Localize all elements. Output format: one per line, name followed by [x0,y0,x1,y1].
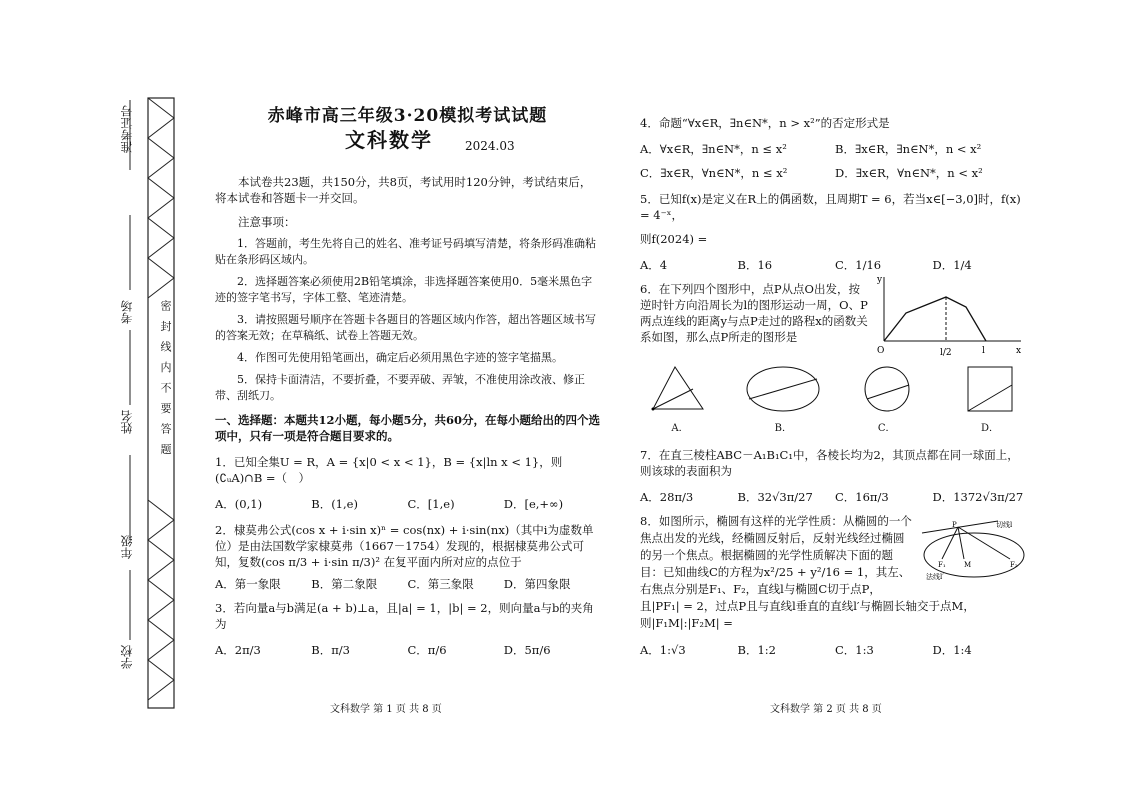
figure-a-label: A． [671,423,689,434]
option-a: A．∀x∈R，∃n∈N*，n ≤ x² [640,142,787,156]
option-d: D．5π/6 [503,643,551,657]
option-b: B．16 [737,258,773,272]
notice-item: 4．作图可先使用铅笔画出，确定后必须用黑色字迹的签字笔描黑。 [237,351,563,364]
point-p-label: P [952,521,957,529]
option-c: C．16π/3 [835,490,889,504]
question-6: 6．在下列四个图形中，点P从点O出发，按逆时针方向沿周长为l的图形运动一周，O、P两点连线的距离y与点P走过的路程x的函数关系如图，那么点P所走的图形是 [640,282,868,344]
question-7: 7．在直三棱柱ABC－A₁B₁C₁中，各棱长均为2，其顶点都在同一球面上，则该球的表面积为 [640,448,1019,478]
distance-graph [876,273,1026,361]
question-4: 4．命题“∀x∈R，∃n∈N*，n > x²”的否定形式是 [640,116,890,130]
seal-line-text: 密 封 线 内 不 要 答 题 [159,300,172,458]
option-b: B．第二象限 [311,577,378,591]
figure-b-label: B． [774,423,792,434]
exam-intro: 本试卷共23题，共150分，共8页，考试用时120分钟，考试结束后，将本试卷和答题卡一并交回。 [215,175,592,205]
footer-left: 文科数学 第 1 页 共 8 页 [330,704,442,715]
question-7-options [640,489,1030,505]
option-d: D．第四象限 [503,577,571,591]
question-4-options [640,141,1030,181]
question-5-line2: 则f(2024) = [640,232,708,246]
footer-right: 文科数学 第 2 页 共 8 页 [770,704,882,715]
option-d: D．1/4 [932,258,972,272]
section-heading: 一、选择题：本题共12小题，每小题5分，共60分，在每小题给出的四个选项中，只有一项是符合题目要求的。 [215,413,601,443]
subject-title: 文科数学 [345,128,433,152]
graph-x-label: x [1016,346,1022,356]
option-a: A．2π/3 [215,643,261,657]
right-page [640,115,1030,658]
room-label: 考场 [120,300,134,324]
figure-c-label: C． [877,423,896,434]
option-b: B．π/3 [311,643,350,657]
notice-item: 3．请按照题号顺序在答题卡各题目的答题区域内作答，超出答题区域书写的答案无效；在草稿纸、试卷上答题无效。 [215,313,596,342]
question-5-options [640,257,1030,273]
option-b: B．(1,e) [311,497,358,511]
graph-half-label: l/2 [940,348,952,358]
notice-item: 5．保持卡面清洁，不要折叠，不要弄破、弄皱，不准使用涂改液、修正带、刮纸刀。 [215,373,585,402]
question-5: 5．已知f(x)是定义在R上的偶函数，且周期T = 6，若当x∈[−3,0]时，f(x) = 4⁻ˣ， [640,192,1021,222]
normal-label: 法线l′ [926,573,944,581]
notice-item: 2．选择题答案必须使用2B铅笔填涂，非选择题答案使用0．5毫米黑色字迹的签字笔书写，字体工整、笔迹清楚。 [215,275,593,304]
option-c: C．[1,e) [407,497,455,511]
option-d: D．∃x∈R，∀n∈N*，n < x² [835,166,983,180]
option-b: B．1:2 [737,643,776,657]
option-b: B．∃x∈R，∃n∈N*，n < x² [835,142,982,156]
question-3: 3．若向量a与b满足(a + b)⊥a，且|a| = 1，|b| = 2，则向量a与b的夹角为 [215,601,594,631]
exam-no-label: 准考证号 [120,105,134,153]
focus-2-label: F₂ [1010,561,1018,569]
option-d: D．[e,+∞) [503,497,564,511]
question-2-options [215,576,600,592]
question-8-options [640,642,1030,658]
focus-1-label: F₁ [938,561,946,569]
figure-b [743,363,823,437]
question-8: 8．如图所示，椭圆有这样的光学性质：从椭圆的一个焦点出发的光线，经椭圆反射后，反射光线经过椭圆的另一个焦点。根据椭圆的光学性质解决下面的题目：已知曲线C的方程为x²/25 + y²/16 = 1，其左、右焦点分别是F₁、F₂，直线l与椭圆C切于点P，且|PF₁| = 2，过点P且与直线l垂直的直线l′与椭圆长轴交于点M，则|F₁M|:|F₂M| = [640,514,975,630]
option-c: C．第三象限 [407,577,474,591]
option-c: C．1/16 [835,258,882,272]
option-c: C．1:3 [835,643,874,657]
question-3-options [215,642,600,658]
question-8-block [640,513,1030,632]
exam-title: 赤峰市高三年级3·20模拟考试试题 [267,106,548,126]
option-a: A．(0,1) [215,497,263,511]
option-a: A．第一象限 [215,577,281,591]
notice-item: 1．答题前，考生先将自己的姓名、准考证号码填写清楚，将条形码准确粘贴在条形码区域内。 [215,237,596,266]
grade-label: 年级 [120,535,134,559]
option-a: A．1:√3 [640,643,686,657]
ellipse-figure [918,519,1030,583]
option-c: C．∃x∈R，∀n∈N*，n ≤ x² [640,166,788,180]
question-1-options [215,496,600,512]
option-a: A．4 [640,258,668,272]
figure-d-label: D． [980,423,999,434]
question-6-figures [640,363,1030,437]
question-6-block [640,275,1030,359]
question-2: 2．棣莫弗公式(cos x + i·sin x)ⁿ = cos(nx) + i·sin(nx)（其中i为虚数单位）是由法国数学家棣莫弗（1667－1754）发现的，根据棣莫弗公式可知，复数(cos π/3 + i·sin π/3)² 在复平面内所对应的点位于 [215,523,594,569]
left-page [215,108,600,658]
name-label: 姓名 [120,410,134,434]
question-1: 1．已知全集U = R，A = {x|0 < x < 1}，B = {x|ln x < 1}，则(∁ᵤA)∩B =（ ） [215,455,563,485]
option-d: D．1:4 [932,643,972,657]
option-b: B．32√3π/27 [737,490,813,504]
graph-l-label: l [982,346,985,356]
option-c: C．π/6 [407,643,447,657]
figure-c [847,363,927,437]
notice-heading: 注意事项： [238,215,296,229]
figure-a [640,363,720,437]
tangent-label: 切线l [996,521,1013,529]
point-m-label: M [964,561,972,569]
option-d: D．1372√3π/27 [932,490,1024,504]
option-a: A．28π/3 [640,490,694,504]
graph-y-label: y [877,275,883,285]
graph-origin-label: O [877,346,885,356]
school-label: 学校 [120,645,134,669]
figure-d [950,363,1030,437]
exam-date: 2024.03 [465,139,515,153]
